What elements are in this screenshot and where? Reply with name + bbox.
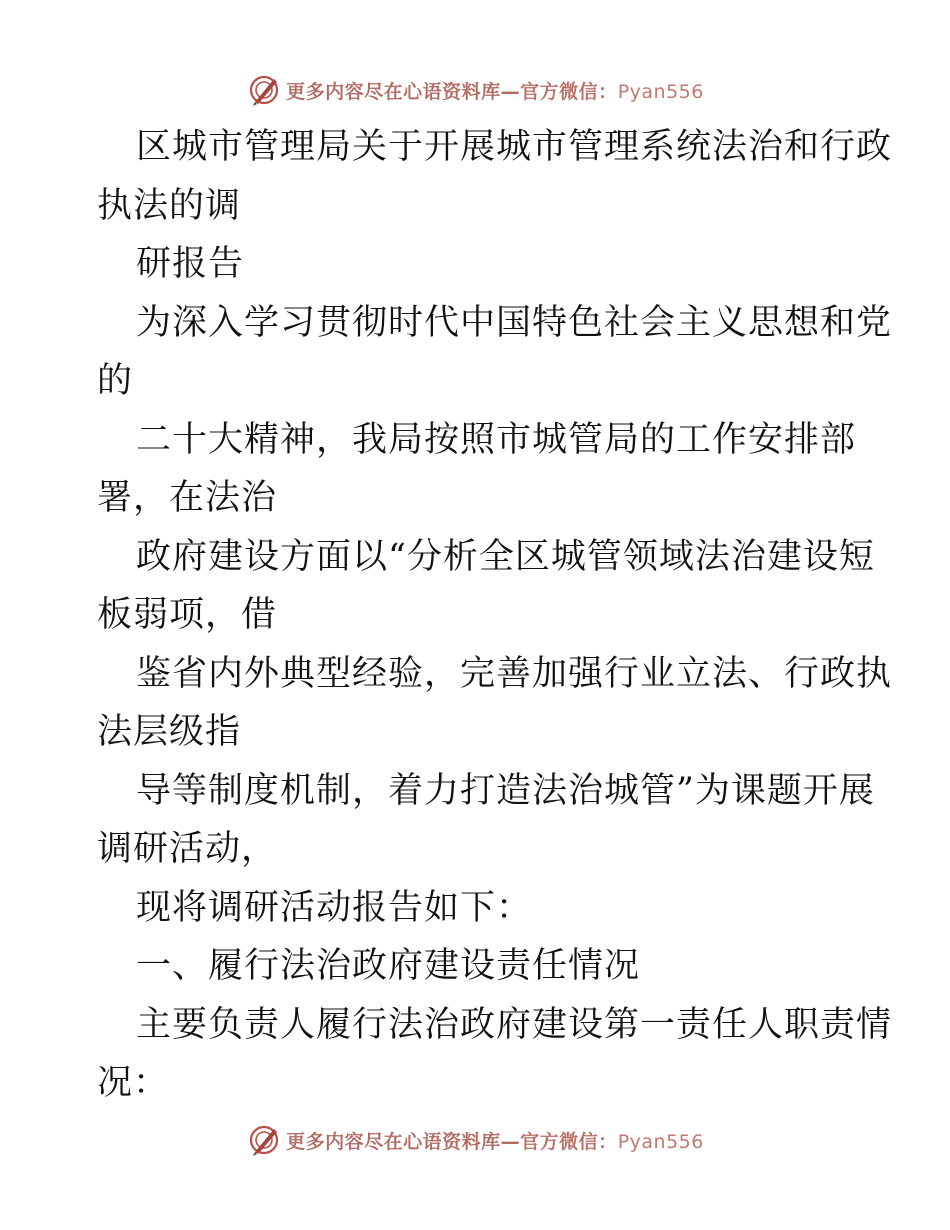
watermark-footer (0, 1118, 950, 1162)
text-line: 研报告 (136, 244, 245, 284)
text-line: 二十大精神，我局按照市城管局的工作安排部 (136, 419, 857, 460)
pen-logo-icon (246, 1122, 282, 1158)
text-line: 鉴省内外典型经验，完善加强行业立法、行政执 (136, 653, 893, 694)
watermark-text (286, 1127, 704, 1154)
text-line: 导等制度机制，着力打造法治城管”为课题开展 (136, 770, 875, 811)
text-line: 为深入学习贯彻时代中国特色社会主义思想和党 (136, 302, 893, 343)
document-body (97, 118, 893, 1113)
text-line: 政府建设方面以“分析全区城管领域法治建设短 (136, 536, 875, 577)
text-line: 法层级指 (97, 712, 242, 752)
watermark-text (286, 77, 704, 104)
text-line: 主要负责人履行法治政府建设第一责任人职责情 (136, 1004, 893, 1045)
text-line: 一、履行法治政府建设责任情况 (136, 946, 641, 986)
text-line: 现将调研活动报告如下： (136, 887, 533, 928)
watermark-dash: — (500, 80, 521, 103)
watermark-wechat-id: Pyan556 (617, 80, 704, 103)
text-line: 执法的调 (97, 185, 242, 226)
watermark-wechat-id: Pyan556 (617, 1130, 704, 1153)
text-line: 板弱项，借 (97, 595, 278, 635)
text-line: 况： (97, 1063, 170, 1103)
watermark-site: 更多内容尽在心语资料库 (286, 1130, 501, 1153)
text-line: 的 (97, 361, 134, 401)
watermark-official-label: 官方微信： (520, 1130, 618, 1153)
pen-logo-icon (246, 72, 282, 108)
watermark-site: 更多内容尽在心语资料库 (286, 80, 501, 103)
watermark-dash: — (500, 1130, 521, 1153)
watermark-header (0, 68, 950, 112)
text-line: 区城市管理局关于开展城市管理系统法治和行政 (136, 127, 893, 167)
watermark-official-label: 官方微信： (520, 80, 618, 103)
text-line: 署，在法治 (97, 478, 278, 518)
text-line: 调研活动， (97, 829, 278, 869)
